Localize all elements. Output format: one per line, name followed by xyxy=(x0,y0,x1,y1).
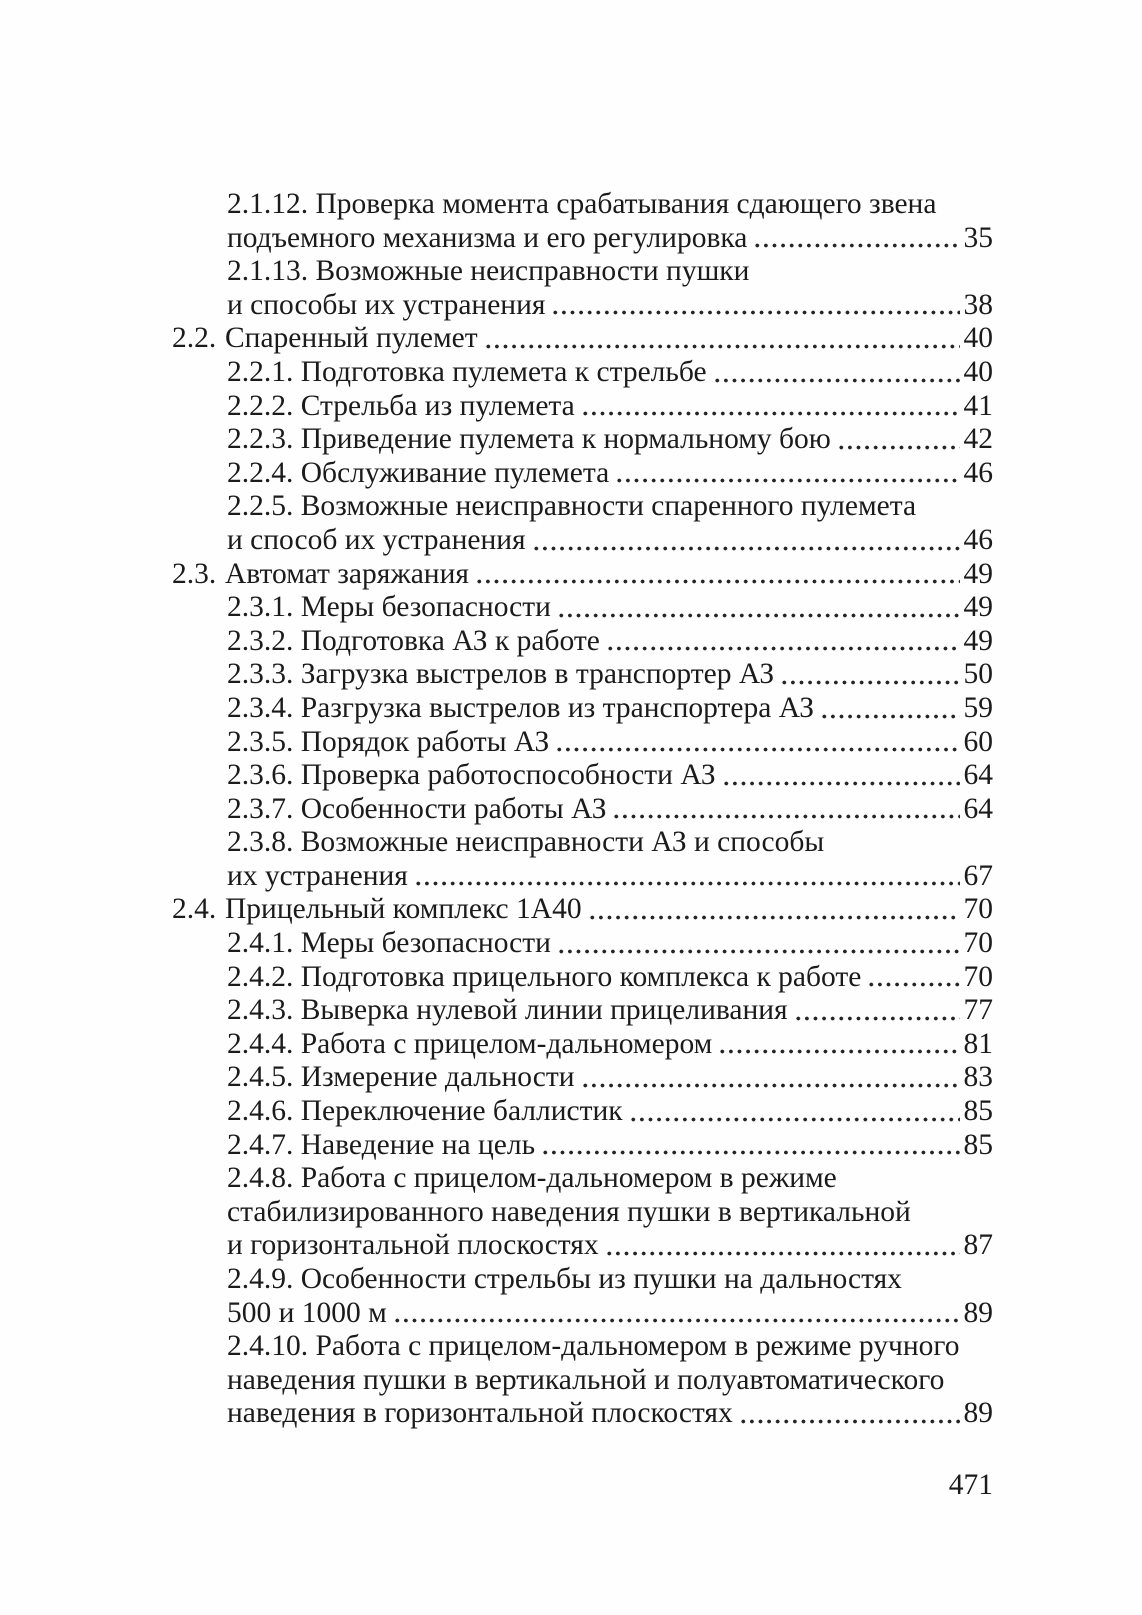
dot-leader xyxy=(718,1049,959,1054)
toc-page-number: 40 xyxy=(963,355,993,388)
toc-page-number: 70 xyxy=(963,960,993,993)
dot-leader xyxy=(713,378,960,383)
toc-entry-text: 2.4.5. Измерение дальности xyxy=(227,1061,575,1094)
toc-entry-text: 2.4.3. Выверка нулевой линии прицеливания xyxy=(227,994,788,1027)
dot-leader xyxy=(867,982,959,987)
toc-entry-text: 2.2.3. Приведение пулемета к нормальному бою xyxy=(227,423,831,456)
toc-entry-text: 2.4.9. Особенности стрельбы из пушки на дальностях xyxy=(227,1263,902,1295)
toc-page-number: 41 xyxy=(963,389,993,422)
toc-entry-text: и горизонтальной плоскостях xyxy=(227,1229,599,1262)
toc-entry-text: стабилизированного наведения пушки в вертикальной xyxy=(227,1195,911,1228)
dot-leader xyxy=(780,680,959,685)
toc-entry-line xyxy=(172,961,993,995)
toc-entry-text: Автомат заряжания xyxy=(225,557,469,590)
dot-leader xyxy=(557,613,960,618)
toc-page-number: 77 xyxy=(963,994,993,1027)
toc-entry-line xyxy=(172,423,993,457)
toc-entry-text: 2.4.7. Наведение на цель xyxy=(227,1128,536,1161)
toc-entry-text: 2.3.1. Меры безопасности xyxy=(227,591,551,624)
toc-entry-line xyxy=(172,322,993,356)
toc-entry-line xyxy=(172,994,993,1028)
toc-entry-line xyxy=(172,1129,993,1163)
toc-entry-line xyxy=(172,222,993,256)
toc-entry-line xyxy=(172,1330,993,1364)
toc-entry-text: 2.3.4. Разгрузка выстрелов из транспортера АЗ xyxy=(227,691,815,724)
toc-entry-text: 2.2.2. Стрельба из пулемета xyxy=(227,389,575,422)
dot-leader xyxy=(615,478,959,483)
toc-entry-text: наведения пушки в вертикальной и полуавтоматического xyxy=(227,1363,945,1396)
toc-page-number: 40 xyxy=(963,322,993,355)
toc-entry-text: 2.1.13. Возможные неисправности пушки xyxy=(227,255,750,288)
toc-entry-line xyxy=(172,356,993,390)
toc-page-number: 46 xyxy=(963,456,993,489)
dot-leader xyxy=(753,243,959,248)
toc-entry-text: наведения в горизонтальной плоскостях xyxy=(227,1397,733,1430)
toc-entry-line xyxy=(172,1364,993,1398)
toc-entry-line xyxy=(172,1095,993,1129)
toc-section-number: 2.4. xyxy=(172,893,217,926)
toc-entry-text: 500 и 1000 м xyxy=(227,1296,387,1329)
toc-entry-text: 2.3.5. Порядок работы АЗ xyxy=(227,725,550,758)
dot-leader xyxy=(739,1419,960,1424)
toc-section-number: 2.2. xyxy=(172,322,217,355)
page-footer xyxy=(172,1468,993,1502)
toc-page-number: 64 xyxy=(963,759,993,792)
toc-entry-text: 2.4.10. Работа с прицелом-дальномером в режиме ручного xyxy=(227,1330,960,1363)
toc-entry-text: подъемного механизма и его регулировка xyxy=(227,221,748,254)
toc-entry-line xyxy=(172,625,993,659)
dot-leader xyxy=(532,546,960,551)
dot-leader xyxy=(612,814,959,819)
toc-page-number: 64 xyxy=(963,792,993,825)
toc-entry-line xyxy=(172,893,993,927)
toc-entry-line xyxy=(172,692,993,726)
toc-page-number: 87 xyxy=(963,1229,993,1262)
toc-page-number: 49 xyxy=(963,591,993,624)
toc-page-number: 49 xyxy=(963,624,993,657)
toc-entry-text: их устранения xyxy=(227,859,408,892)
toc-entry-text: Спаренный пулемет xyxy=(225,322,478,355)
toc-entry-text: и способ их устранения xyxy=(227,523,526,556)
toc-page-number: 81 xyxy=(963,1027,993,1060)
toc-page-number: 50 xyxy=(963,658,993,691)
toc-page-number: 83 xyxy=(963,1061,993,1094)
toc-entry-line xyxy=(172,1028,993,1062)
toc-entry-text: 2.2.5. Возможные неисправности спаренного пулемета xyxy=(227,490,917,523)
dot-leader xyxy=(629,1117,960,1122)
toc-entry-text: 2.2.4. Обслуживание пулемета xyxy=(227,456,610,489)
dot-leader xyxy=(557,949,960,954)
toc-entry-text: 2.3.6. Проверка работоспособности АЗ xyxy=(227,759,716,792)
toc-entry-line xyxy=(172,558,993,592)
toc-page-number: 89 xyxy=(963,1296,993,1329)
toc-page-number: 85 xyxy=(963,1128,993,1161)
toc-entry-text: 2.3.7. Особенности работы АЗ xyxy=(227,792,607,825)
toc-entry-text: 2.4.4. Работа с прицелом-дальномером xyxy=(227,1027,713,1060)
toc-entry-text: 2.2.1. Подготовка пулемета к стрельбе xyxy=(227,355,707,388)
toc-entry-line xyxy=(172,255,993,289)
toc-entry-line xyxy=(172,1196,993,1230)
toc-entry-text: 2.3.2. Подготовка АЗ к работе xyxy=(227,624,600,657)
toc-entry-line xyxy=(172,1229,993,1263)
dot-leader xyxy=(541,1150,959,1155)
toc-page-number: 59 xyxy=(963,691,993,724)
toc-page-number: 89 xyxy=(963,1397,993,1430)
toc-entry-line xyxy=(172,1297,993,1331)
toc-page-number: 35 xyxy=(963,221,993,254)
toc-page-number: 70 xyxy=(963,893,993,926)
dot-leader xyxy=(837,445,960,450)
toc-page-number: 70 xyxy=(963,927,993,960)
toc-list xyxy=(172,188,993,1431)
toc-entry-line xyxy=(172,1397,993,1431)
toc-entry-line xyxy=(172,860,993,894)
dot-leader xyxy=(820,714,959,719)
toc-entry-line xyxy=(172,289,993,323)
toc-entry-line xyxy=(172,658,993,692)
toc-entry-line xyxy=(172,793,993,827)
toc-entry-line xyxy=(172,457,993,491)
dot-leader xyxy=(588,915,960,920)
footer-page-number: 471 xyxy=(948,1469,993,1501)
toc-entry-line xyxy=(172,726,993,760)
toc-entry-text: 2.3.3. Загрузка выстрелов в транспортер АЗ xyxy=(227,658,775,691)
dot-leader xyxy=(794,1016,960,1021)
toc-section-number: 2.3. xyxy=(172,557,217,590)
toc-page-number: 42 xyxy=(963,423,993,456)
toc-entry-line xyxy=(172,1162,993,1196)
dot-leader xyxy=(475,579,960,584)
toc-entry-text: и способы их устранения xyxy=(227,288,546,321)
toc-entry-line xyxy=(172,1263,993,1297)
toc-page-number: 60 xyxy=(963,725,993,758)
toc-entry-text: 2.4.8. Работа с прицелом-дальномером в режиме xyxy=(227,1162,837,1195)
toc-entry-text: 2.4.2. Подготовка прицельного комплекса к работе xyxy=(227,960,862,993)
toc-page-number: 85 xyxy=(963,1095,993,1128)
toc-entry-line xyxy=(172,524,993,558)
toc-entry-line xyxy=(172,490,993,524)
dot-leader xyxy=(722,781,960,786)
dot-leader xyxy=(551,310,959,315)
toc-entry-line xyxy=(172,759,993,793)
toc-page-number: 46 xyxy=(963,523,993,556)
dot-leader xyxy=(484,344,960,349)
dot-leader xyxy=(393,1318,960,1323)
toc-entry-line xyxy=(172,1061,993,1095)
dot-leader xyxy=(555,747,959,752)
toc-entry-text: 2.4.1. Меры безопасности xyxy=(227,927,551,960)
toc-entry-line xyxy=(172,826,993,860)
dot-leader xyxy=(605,1251,960,1256)
toc-page-number: 38 xyxy=(963,288,993,321)
toc-entry-line xyxy=(172,927,993,961)
toc-entry-text: 2.3.8. Возможные неисправности АЗ и способы xyxy=(227,826,825,859)
toc-entry-line xyxy=(172,390,993,424)
toc-entry-line xyxy=(172,591,993,625)
toc-page-number: 49 xyxy=(963,557,993,590)
toc-entry-text: 2.4.6. Переключение баллистик xyxy=(227,1095,623,1128)
dot-leader xyxy=(581,1083,960,1088)
toc-entry-text: Прицельный комплекс 1А40 xyxy=(225,893,582,926)
toc-entry-line xyxy=(172,188,993,222)
dot-leader xyxy=(414,881,960,886)
toc-page-number: 67 xyxy=(963,859,993,892)
dot-leader xyxy=(606,646,960,651)
toc-entry-text: 2.1.12. Проверка момента срабатывания сдающего звена xyxy=(227,188,937,220)
dot-leader xyxy=(581,411,960,416)
